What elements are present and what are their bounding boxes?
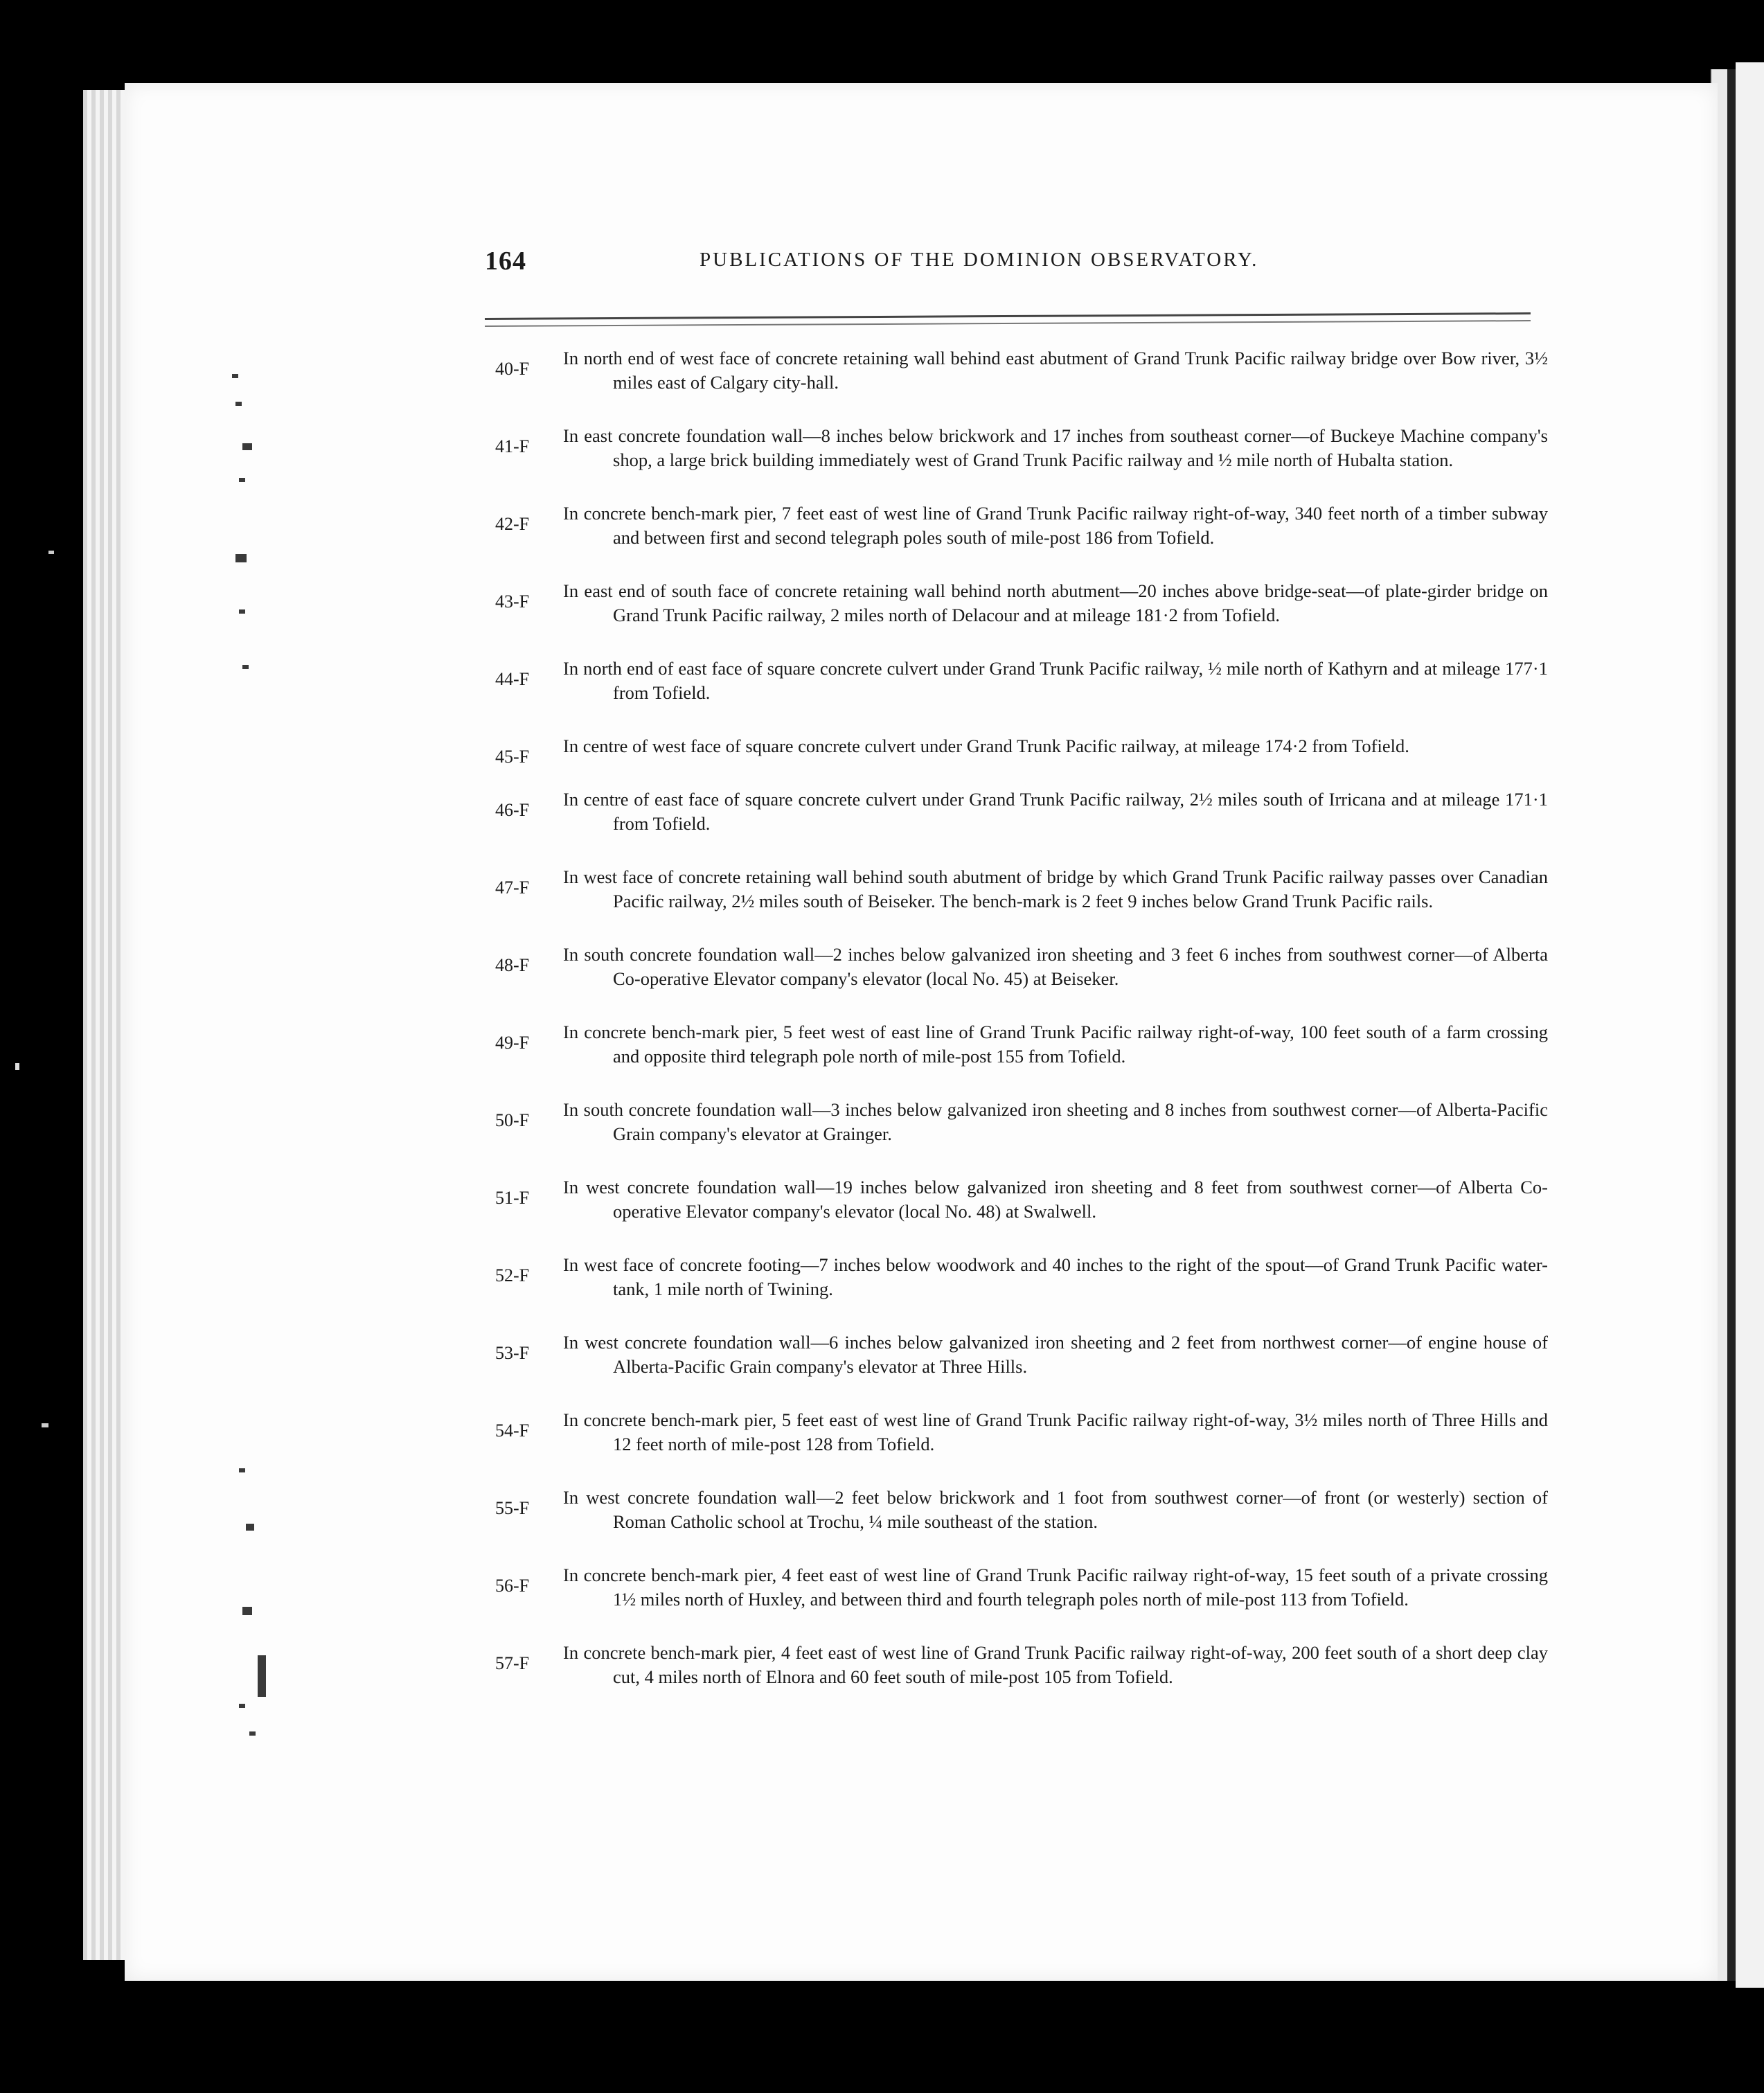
entry-number: 40-F [495, 359, 530, 379]
list-item [495, 501, 1548, 550]
list-item [495, 657, 1548, 705]
entry-description: In east end of south face of concrete retaining wall behind north abutment—20 inches above bridge-seat—of plate-girder bridge on Grand Trunk Pacific railway, 2 miles north of Delacour and at mileage 181·2 from Tofield. [563, 580, 1548, 625]
entry-description: In concrete bench-mark pier, 4 feet east of west line of Grand Trunk Pacific railway right-of-way, 200 feet south of a short deep clay cut, 4 miles north of Elnora and 60 feet south of mile-post 105 from Tofield. [563, 1642, 1548, 1687]
list-item [495, 1486, 1548, 1534]
entry-number: 47-F [495, 878, 530, 898]
entry-number: 52-F [495, 1265, 530, 1285]
entry-description: In west face of concrete footing—7 inches below woodwork and 40 inches to the right of the spout—of Grand Trunk Pacific water-tank, 1 mile north of Twining. [563, 1254, 1548, 1299]
list-item [495, 579, 1548, 627]
list-item [495, 1020, 1548, 1069]
list-item [495, 734, 1548, 767]
entry-number: 41-F [495, 436, 530, 456]
list-item [495, 1330, 1548, 1379]
entry-number: 42-F [495, 514, 530, 534]
list-item [495, 424, 1548, 472]
bench-mark-list [495, 346, 1548, 1718]
entry-number: 44-F [495, 669, 530, 689]
entry-number: 45-F [495, 747, 530, 767]
list-item [495, 943, 1548, 991]
entry-description: In south concrete foundation wall—3 inches below galvanized iron sheeting and 8 inches from southwest corner—of Alberta-Pacific Grain company's elevator at Grainger. [563, 1099, 1548, 1144]
list-item [495, 865, 1548, 914]
entry-description: In west concrete foundation wall—2 feet below brickwork and 1 foot from southwest corner—of front (or westerly) section of Roman Catholic school at Trochu, ¼ mile southeast of the station. [563, 1487, 1548, 1532]
list-item [495, 1408, 1548, 1457]
entry-description: In south concrete foundation wall—2 inches below galvanized iron sheeting and 3 feet 6 inches from southwest corner—of Alberta Co-operative Elevator company's elevator (local No. 45) at Beiseker. [563, 944, 1548, 989]
list-item [495, 346, 1548, 395]
entry-description: In west face of concrete retaining wall behind south abutment of bridge by which Grand Trunk Pacific railway passes over Canadian Pacific railway, 2½ miles south of Beiseker. The bench-mark is 2 feet 9 inches below Grand Trunk Pacific rails. [563, 866, 1548, 911]
gutter-shadow [1726, 69, 1736, 1981]
entry-number: 56-F [495, 1576, 530, 1596]
page-number: 164 [485, 247, 526, 276]
entry-description: In concrete bench-mark pier, 7 feet east of west line of Grand Trunk Pacific railway right-of-way, 340 feet north of a timber subway and between first and second telegraph poles south of mile-post 186 from Tofield. [563, 503, 1548, 548]
entry-description: In east concrete foundation wall—8 inches below brickwork and 17 inches from southeast corner—of Buckeye Machine company's shop, a large brick building immediately west of Grand Trunk Pacific railway and ½ mile north of Hubalta station. [563, 425, 1548, 470]
entry-description: In concrete bench-mark pier, 5 feet east of west line of Grand Trunk Pacific railway right-of-way, 3½ miles north of Three Hills and 12 feet north of mile-post 128 from Tofield. [563, 1409, 1548, 1454]
list-item [495, 1175, 1548, 1224]
entry-number: 49-F [495, 1033, 530, 1053]
entry-number: 57-F [495, 1653, 530, 1673]
list-item [495, 1098, 1548, 1146]
entry-description: In north end of west face of concrete retaining wall behind east abutment of Grand Trunk Pacific railway bridge over Bow river, 3½ miles east of Calgary city-hall. [563, 348, 1548, 393]
entry-number: 48-F [495, 955, 530, 975]
entry-number: 51-F [495, 1188, 530, 1208]
entry-description: In west concrete foundation wall—19 inches below galvanized iron sheeting and 8 feet from southwest corner—of Alberta Co-operative Elevator company's elevator (local No. 48) at Swalwell. [563, 1177, 1548, 1222]
entry-number: 46-F [495, 800, 530, 820]
entry-description: In centre of west face of square concrete culvert under Grand Trunk Pacific railway, at mileage 174·2 from Tofield. [563, 736, 1409, 756]
entry-number: 55-F [495, 1498, 530, 1518]
page-header [485, 246, 1531, 287]
entry-description: In north end of east face of square concrete culvert under Grand Trunk Pacific railway, ½ mile north of Kathyrn and at mileage 177·1 from Tofield. [563, 658, 1548, 703]
list-item [495, 1253, 1548, 1301]
entry-description: In west concrete foundation wall—6 inches below galvanized iron sheeting and 2 feet from northwest corner—of engine house of Alberta-Pacific Grain company's elevator at Three Hills. [563, 1332, 1548, 1377]
entry-description: In centre of east face of square concrete culvert under Grand Trunk Pacific railway, 2½ miles south of Irricana and at mileage 171·1 from Tofield. [563, 789, 1548, 834]
entry-number: 43-F [495, 591, 530, 612]
entry-description: In concrete bench-mark pier, 5 feet west of east line of Grand Trunk Pacific railway right-of-way, 100 feet south of a farm crossing and opposite third telegraph pole north of mile-post 155 from Tofield. [563, 1022, 1548, 1067]
entry-number: 53-F [495, 1343, 530, 1363]
list-item [495, 1641, 1548, 1689]
entry-number: 54-F [495, 1420, 530, 1441]
entry-number: 50-F [495, 1110, 530, 1130]
running-title: PUBLICATIONS OF THE DOMINION OBSERVATORY. [700, 249, 1259, 271]
facing-page-edge [1736, 62, 1764, 1988]
list-item [495, 1563, 1548, 1612]
entry-description: In concrete bench-mark pier, 4 feet east of west line of Grand Trunk Pacific railway right-of-way, 15 feet south of a private crossing 1½ miles north of Huxley, and between third and fourth telegraph poles north of mile-post 113 from Tofield. [563, 1565, 1548, 1610]
list-item [495, 787, 1548, 836]
